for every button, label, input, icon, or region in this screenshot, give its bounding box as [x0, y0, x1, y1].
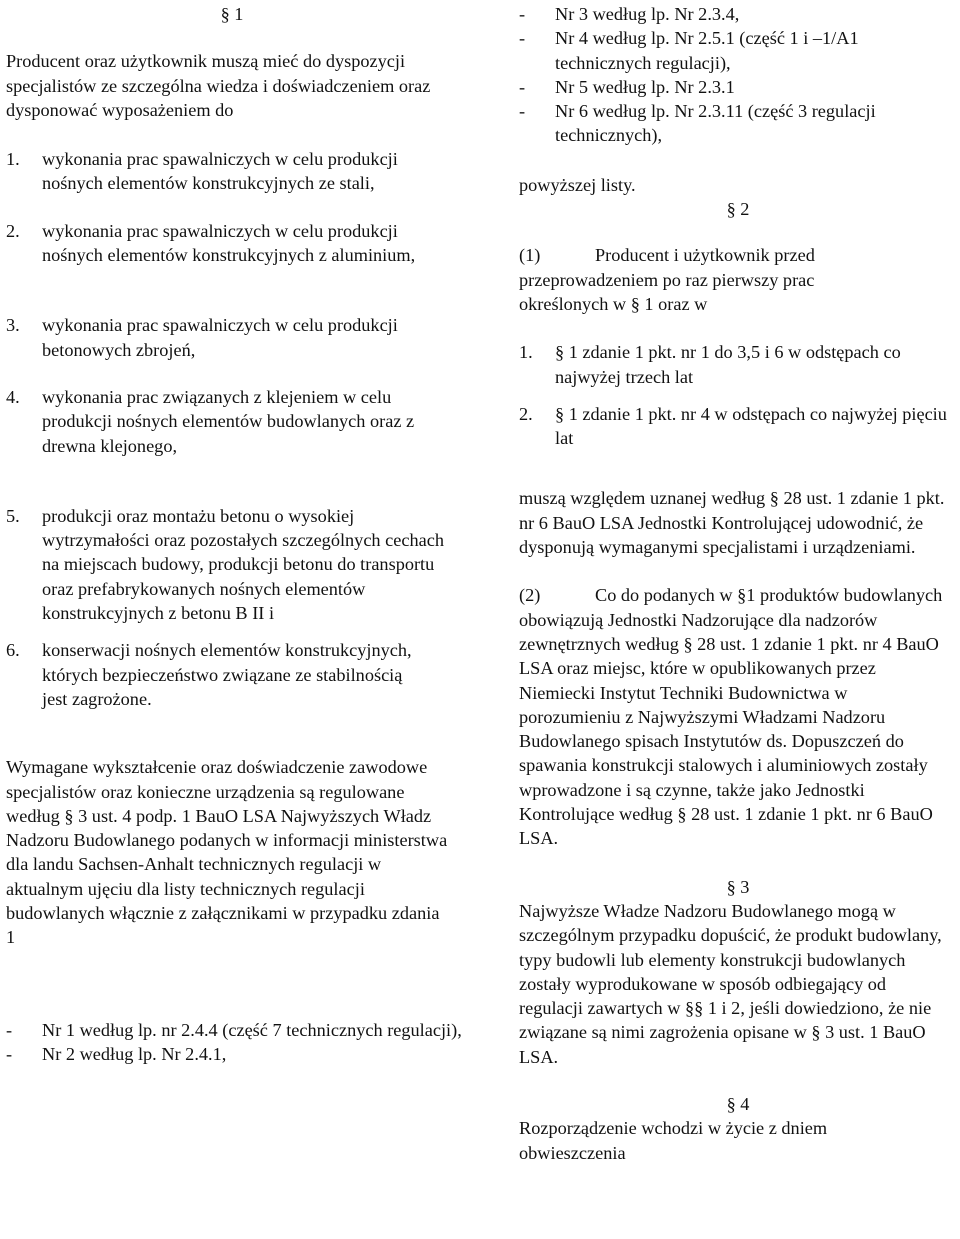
section-3-heading: § 3	[726, 876, 750, 897]
dash-item-text: Nr 6 według lp. Nr 2.3.11 (część 3 regulacji technicznych),	[555, 101, 876, 146]
dash-item-6	[519, 99, 960, 148]
list-item-number: 1.	[519, 342, 533, 363]
dash-item-text: Nr 3 według lp. Nr 2.3.4,	[555, 4, 740, 24]
list-tail: powyższej listy.	[519, 174, 636, 195]
dash-marker: -	[519, 101, 526, 122]
list-item-6	[6, 638, 432, 711]
list-item-number: 2.	[519, 403, 533, 424]
dash-item-1	[6, 1018, 472, 1042]
list-item-text: wykonania prac spawalniczych w celu produkcji nośnych elementów konstrukcyjnych ze stali,	[42, 149, 398, 194]
list-item-number: 4.	[6, 386, 20, 407]
dash-marker: -	[519, 4, 526, 24]
dash-item-text: Nr 1 według lp. nr 2.4.4 (część 7 technicznych regulacji),	[42, 1019, 462, 1040]
dash-marker: -	[519, 28, 526, 49]
list-item-2	[6, 219, 452, 268]
section-4-heading: § 4	[726, 1093, 750, 1114]
sub-item-1	[519, 340, 955, 389]
list-item-number: 6.	[6, 640, 20, 661]
list-item-text: wykonania prac spawalniczych w celu produkcji nośnych elementów konstrukcyjnych z aluminium,	[42, 220, 416, 266]
sub-item-2	[519, 402, 955, 451]
dash-marker: -	[6, 1043, 13, 1064]
requirements-paragraph: Wymagane wykształcenie oraz doświadczenie zawodowe specjalistów oraz konieczne urządzenia są regulowane według § 3 ust. 4 podp. 1 BauO LSA Najwyższych Władz Nadzoru Budowlanego podanych w informacji ministerstwa dla landu Sachsen-Anhalt technicznych regulacji w aktualnym ujęciu dla listy technicznych regulacji budowlanych włącznie z załącznikami w przypadku zdania 1	[6, 757, 448, 948]
section-2-para-1	[519, 243, 869, 316]
list-item-4	[6, 385, 462, 458]
dash-item-text: Nr 4 według lp. Nr 2.5.1 (część 1 i –1/A1 technicznych regulacji),	[555, 28, 859, 73]
dash-item-5	[519, 75, 960, 99]
right-column	[519, 0, 957, 1165]
list-item-number: 5.	[6, 505, 20, 526]
list-item-text: produkcji oraz montażu betonu o wysokiej wytrzymałości oraz pozostałych szczególnych cechach na miejscach budowy, produkcji betonu do transportu oraz prefabrykowanych nośnych elementów konstrukcyjnych z betonu B II i	[42, 505, 445, 624]
dash-item-2	[6, 1042, 472, 1066]
dash-marker: -	[6, 1019, 13, 1040]
list-item-3	[6, 313, 422, 362]
left-column	[6, 0, 462, 1066]
section-2-para-2	[519, 583, 944, 850]
list-item-number: 1.	[6, 149, 20, 170]
list-item-text: konserwacji nośnych elementów konstrukcyjnych, których bezpieczeństwo związane ze stabilnością jest zagrożone.	[42, 640, 412, 709]
dash-marker: -	[519, 76, 526, 97]
section-1-intro: Producent oraz użytkownik muszą mieć do dyspozycji specjalistów ze szczególna wiedza i doświadczeniem oraz dysponować wyposażeniem do	[6, 51, 431, 120]
list-item-text: wykonania prac spawalniczych w celu produkcji betonowych zbrojeń,	[42, 315, 398, 360]
dash-item-3	[519, 2, 960, 26]
dash-item-text: Nr 2 według lp. Nr 2.4.1,	[42, 1043, 227, 1064]
dash-item-4	[519, 26, 955, 75]
list-item-number: 3.	[6, 315, 20, 336]
section-1-heading: § 1	[220, 4, 244, 24]
section-4-paragraph: Rozporządzenie wchodzi w życie z dniem obwieszczenia	[519, 1118, 828, 1163]
list-item-text: wykonania prac związanych z klejeniem w celu produkcji nośnych elementów budowlanych oraz z drewna klejonego,	[42, 386, 415, 456]
section-2-must-paragraph: muszą względem uznanej według § 28 ust. 1 zdanie 1 pkt. nr 6 BauO LSA Jednostki Kontrolującej udowodnić, że dysponują wymaganymi specjalistami i urządzeniami.	[519, 488, 945, 558]
list-item-5	[6, 504, 462, 625]
dash-item-text: Nr 5 według lp. Nr 2.3.1	[555, 76, 735, 97]
para-label: (2)	[519, 585, 541, 606]
list-item-1	[6, 147, 452, 196]
section-2-heading: § 2	[726, 199, 750, 220]
list-item-text: § 1 zdanie 1 pkt. nr 4 w odstępach co najwyżej pięciu lat	[555, 403, 947, 449]
para-text: Producent i użytkownik przed przeprowadzeniem po raz pierwszy prac określonych w § 1 oraz w	[519, 245, 815, 314]
para-label: (1)	[519, 245, 541, 266]
section-3-paragraph: Najwyższe Władze Nadzoru Budowlanego mogą w szczególnym przypadku dopuścić, że produkt budowlany, typy budowli lub elementy konstrukcji budowlanych zostały wyprodukowane w sposób odbiegający od regulacji zawartych w §§ 1 i 2, jeśli dowiedziono, że nie związane są nimi zagrożenia opisane w § 3 ust. 1 BauO LSA.	[519, 900, 942, 1067]
list-item-text: § 1 zdanie 1 pkt. nr 1 do 3,5 i 6 w odstępach co najwyżej trzech lat	[555, 342, 901, 387]
para-text: Co do podanych w §1 produktów budowlanych obowiązują Jednostki Nadzorujące dla nadzorów zewnętrznych według § 28 ust. 1 zdanie 1 pkt. nr 4 BauO LSA oraz miejsc, które w opublikowanych przez Niemiecki Instytut Techniki Budownictwa w porozumieniu z Najwyższymi Władzami Nadzoru Budowlanego spisach Instytutów ds. Dopuszczeń do spawania konstrukcji stalowych i aluminiowych zostały wprowadzone i są czynne, także jako Jednostki Kontrolujące według § 28 ust. 1 zdanie 1 pkt. nr 6 BauO LSA.	[519, 585, 943, 849]
list-item-number: 2.	[6, 220, 20, 241]
